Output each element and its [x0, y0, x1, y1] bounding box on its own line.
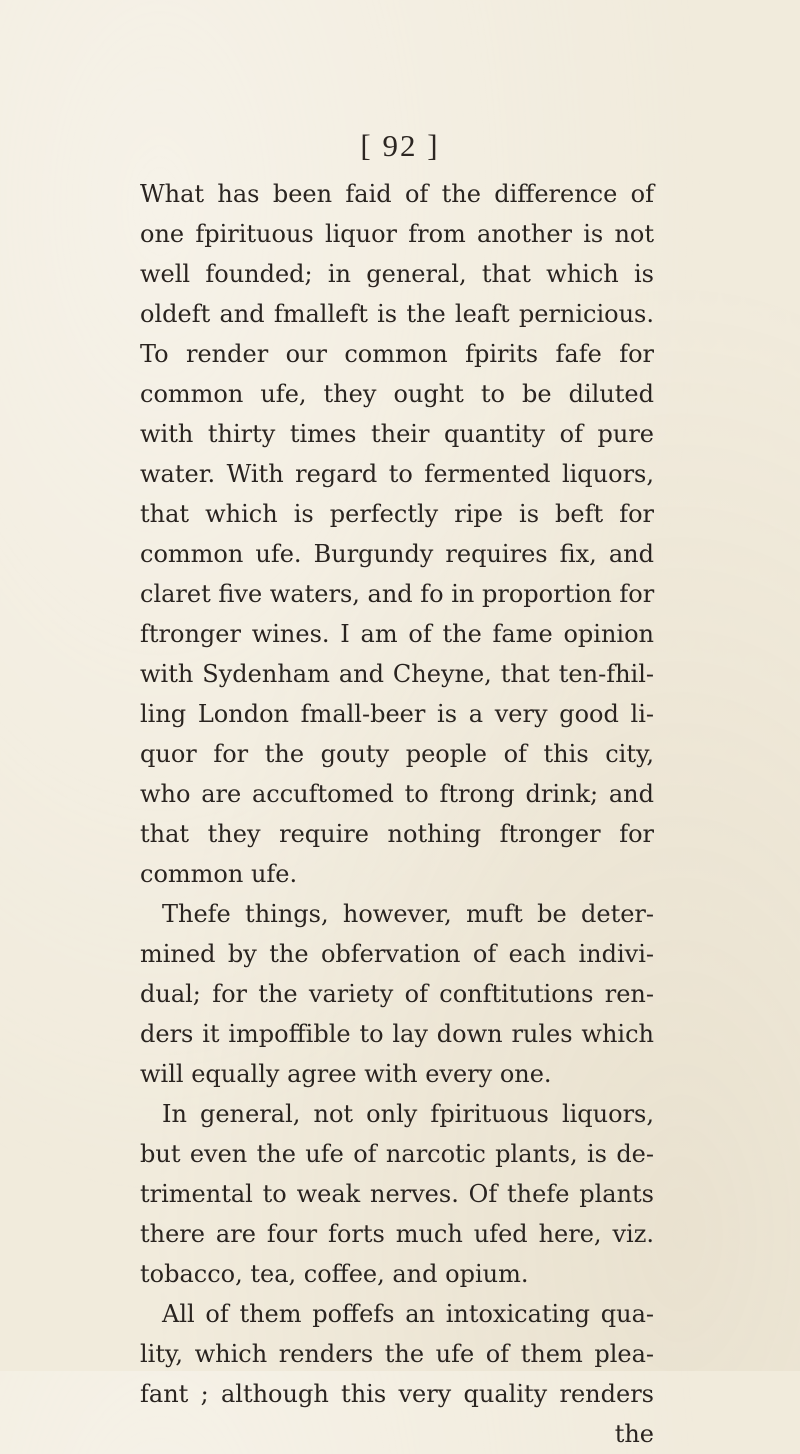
text-line: Thefe things, however, muft be deter- [162, 900, 654, 928]
text-line: In general, not only fpirituous liquors, [162, 1100, 654, 1128]
text-line: All of them poffefs an intoxicating qua- [162, 1300, 654, 1328]
text-line: ling London fmall-beer is a very good li- [140, 700, 654, 728]
text-line: with Sydenham and Cheyne, that ten-fhil- [140, 660, 654, 688]
text-line: well founded; in general, that which is [140, 260, 654, 288]
text-line: trimental to weak nerves. Of thefe plants [140, 1180, 654, 1208]
text-line: quor for the gouty people of this city, [140, 740, 654, 768]
text-line: one fpirituous liquor from another is not [140, 220, 654, 248]
text-line: fant ; although this very quality renders [140, 1380, 654, 1408]
catchword: the [614, 1420, 654, 1448]
text-line: tobacco, tea, coffee, and opium. [140, 1260, 529, 1288]
text-line: To render our common fpirits fafe for [140, 340, 654, 368]
body-text [140, 174, 654, 1454]
text-line: oldeft and fmalleft is the leaft pernicious. [140, 300, 654, 328]
text-line: ftronger wines. I am of the fame opinion [140, 620, 654, 648]
page-number-header: [ 92 ] [360, 128, 440, 163]
text-line: there are four forts much ufed here, viz. [140, 1220, 654, 1248]
text-line: that which is perfectly ripe is beft for [140, 500, 654, 528]
text-line: but even the ufe of narcotic plants, is de- [140, 1140, 654, 1168]
text-line: ders it impoffible to lay down rules which [140, 1020, 654, 1048]
text-line: dual; for the variety of conftitutions ren- [140, 980, 654, 1008]
text-line: will equally agree with every one. [140, 1060, 552, 1088]
text-line: mined by the obfervation of each indivi- [140, 940, 654, 968]
text-line: water. With regard to fermented liquors, [140, 460, 654, 488]
text-line: common ufe, they ought to be diluted [140, 380, 654, 408]
text-line: common ufe. [140, 860, 298, 888]
text-line: common ufe. Burgundy requires fix, and [140, 540, 654, 568]
text-line: that they require nothing ftronger for [140, 820, 654, 848]
text-line: claret five waters, and fo in proportion for [140, 580, 655, 608]
text-line: with thirty times their quantity of pure [140, 420, 654, 448]
text-line: who are accuftomed to ftrong drink; and [140, 780, 654, 808]
text-line: lity, which renders the ufe of them plea- [140, 1340, 654, 1368]
text-line: What has been faid of the difference of [140, 180, 654, 208]
